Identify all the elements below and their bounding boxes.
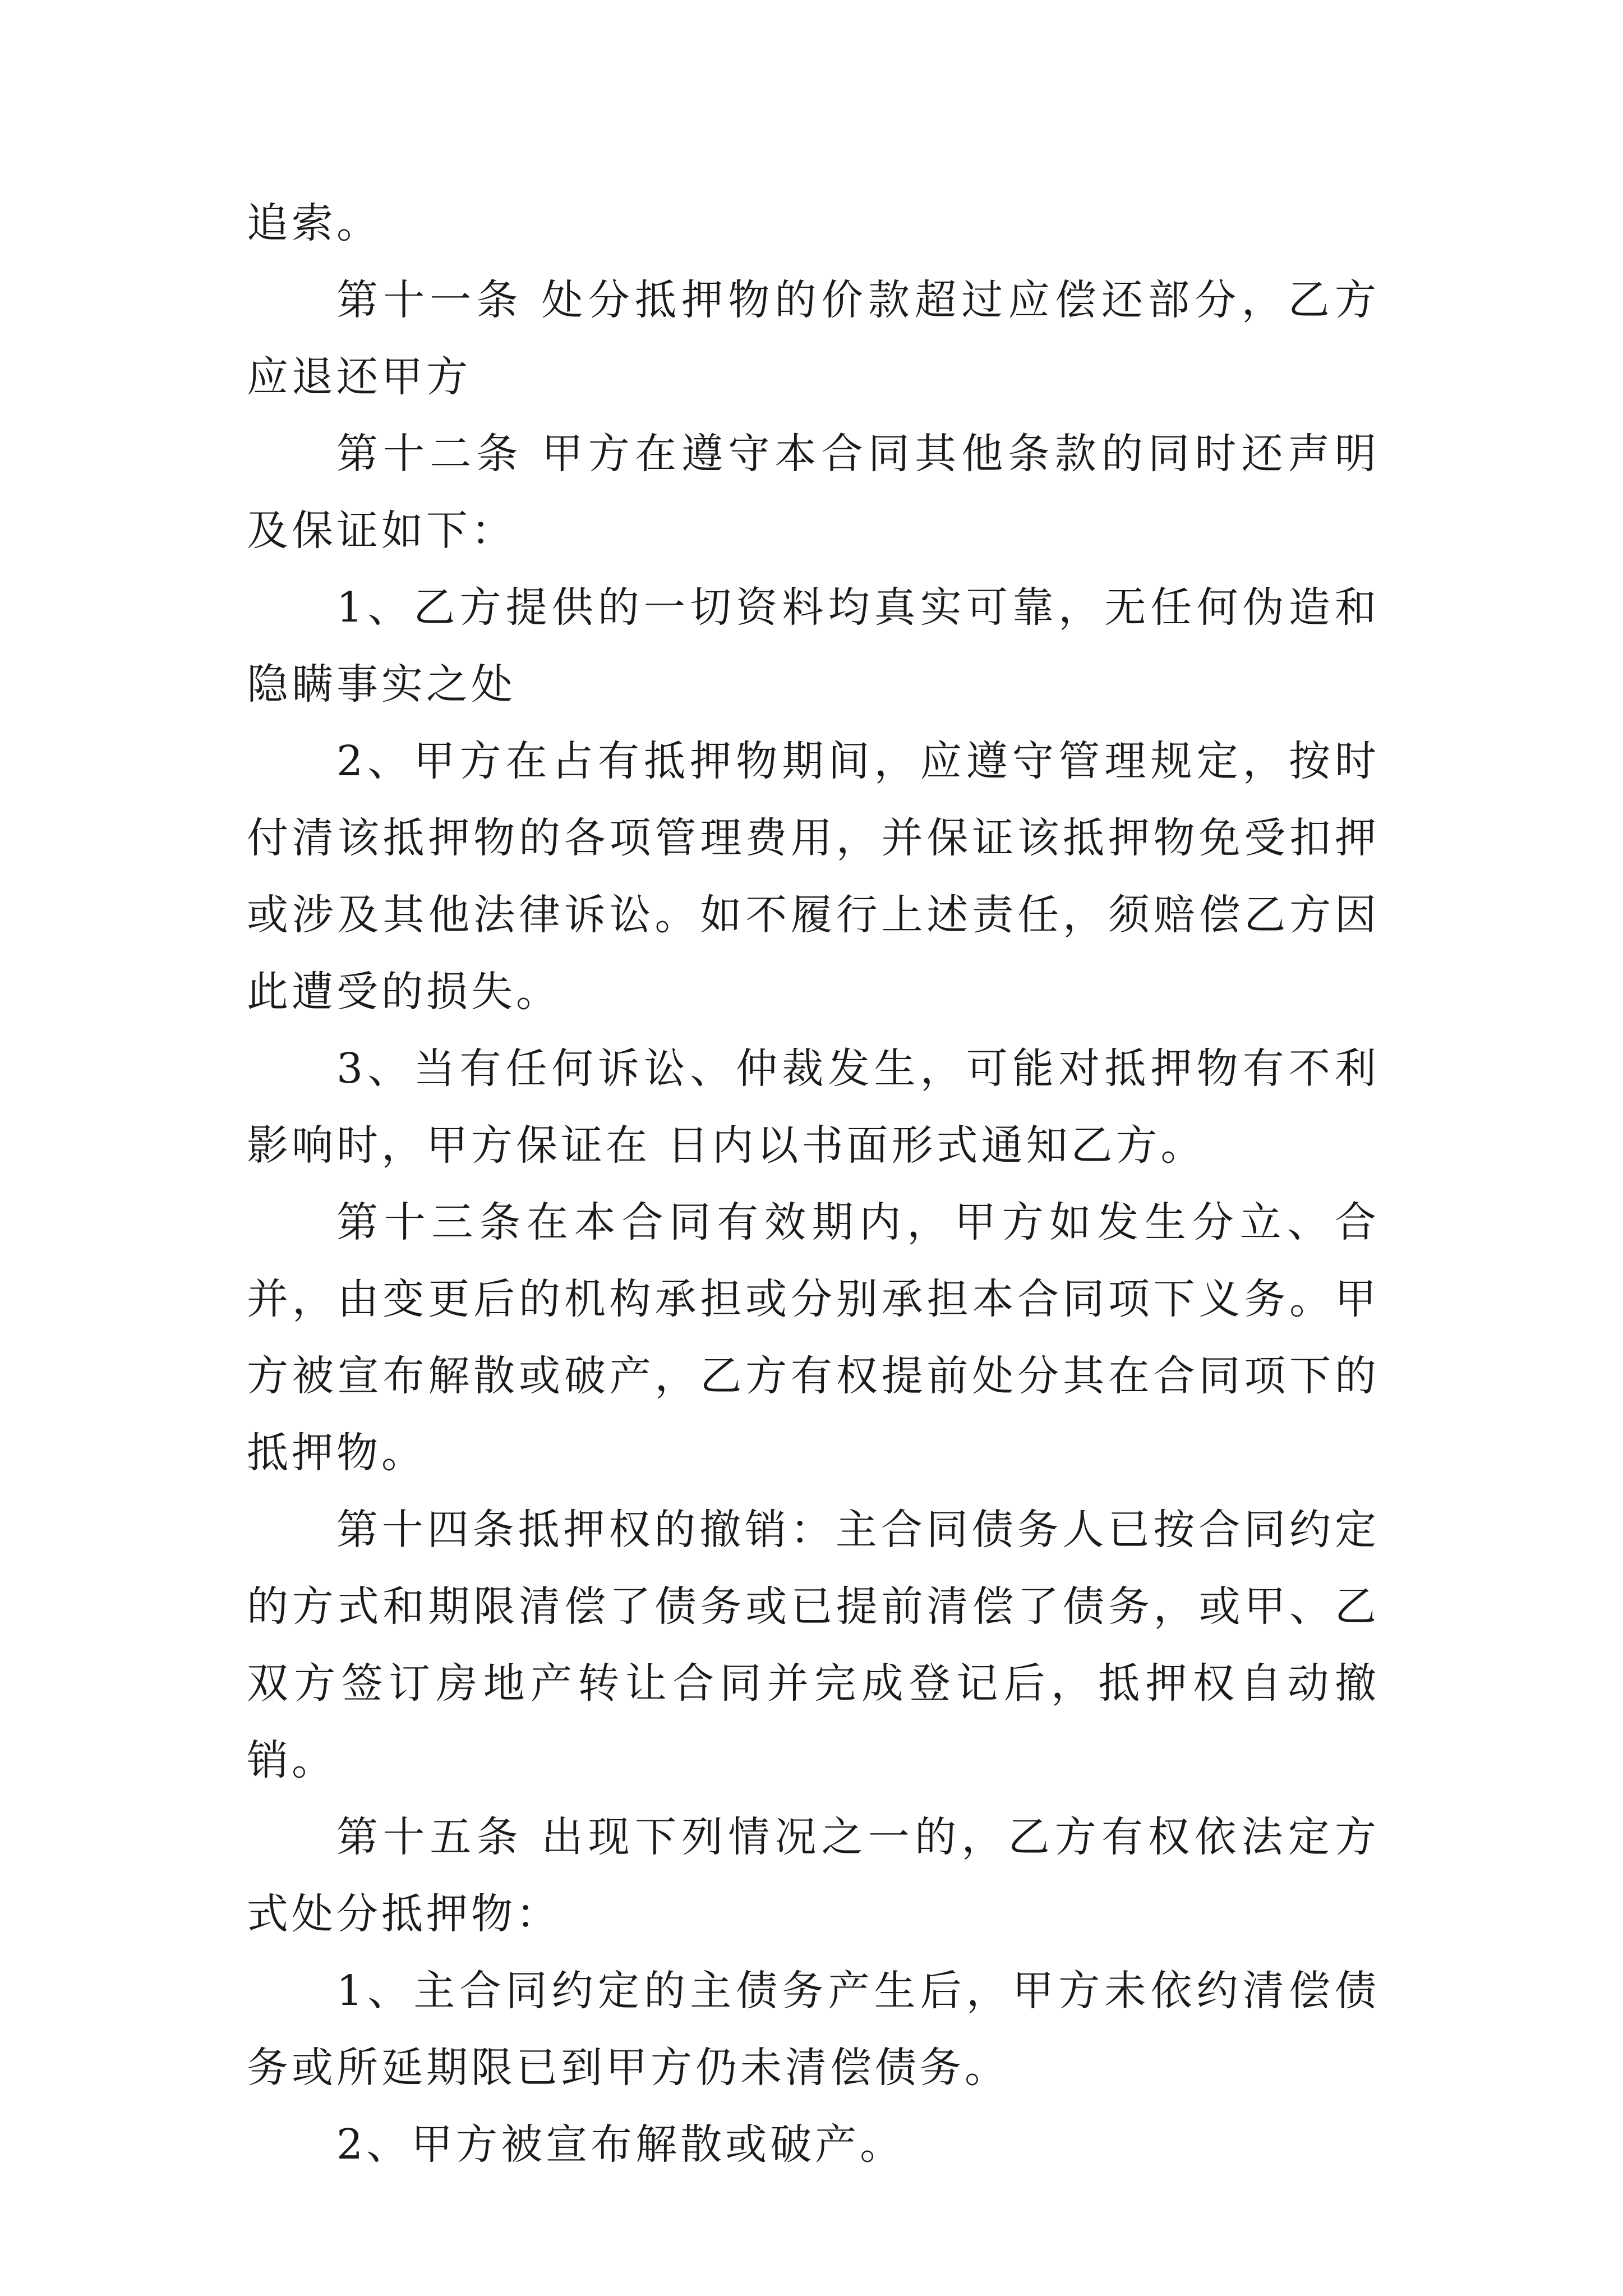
paragraph-continuation: 追索。 [247,199,381,247]
paragraph-article-12: 第十二条 甲方在遵守本合同其他条款的同时还声明及保证如下： [247,430,1380,555]
paragraph-article-11: 第十一条 处分抵押物的价款超过应偿还部分，乙方应退还甲方 [247,276,1380,401]
paragraph-article-15-item-1: 1、主合同约定的主债务产生后，甲方未依约清偿债务或所延期限已到甲方仍未清偿债务。 [247,1967,1380,2092]
paragraph-article-12-item-2: 2、甲方在占有抵押物期间，应遵守管理规定，按时付清该抵押物的各项管理费用，并保证该抵押物免受扣押或涉及其他法律诉讼。如不履行上述责任，须赔偿乙方因此遭受的损失。 [247,737,1380,1016]
paragraph-article-13: 第十三条在本合同有效期内，甲方如发生分立、合并，由变更后的机构承担或分别承担本合同项下义务。甲方被宣布解散或破产，乙方有权提前处分其在合同项下的抵押物。 [247,1198,1380,1477]
paragraph-article-15-item-2: 2、甲方被宣布解散或破产。 [336,2120,905,2169]
paragraph-article-12-item-1: 1、乙方提供的一切资料均真实可靠，无任何伪造和隐瞒事实之处 [247,583,1380,708]
paragraph-article-14: 第十四条抵押权的撤销：主合同债务人已按合同约定的方式和期限清偿了债务或已提前清偿了债务，或甲、乙双方签订房地产转让合同并完成登记后，抵押权自动撤销。 [247,1506,1380,1784]
document-body [247,185,1380,2183]
paragraph-article-12-item-3: 3、当有任何诉讼、仲裁发生，可能对抵押物有不利影响时，甲方保证在 日内以书面形式通知乙方。 [247,1045,1380,1170]
paragraph-article-15: 第十五条 出现下列情况之一的，乙方有权依法定方式处分抵押物： [247,1813,1380,1938]
